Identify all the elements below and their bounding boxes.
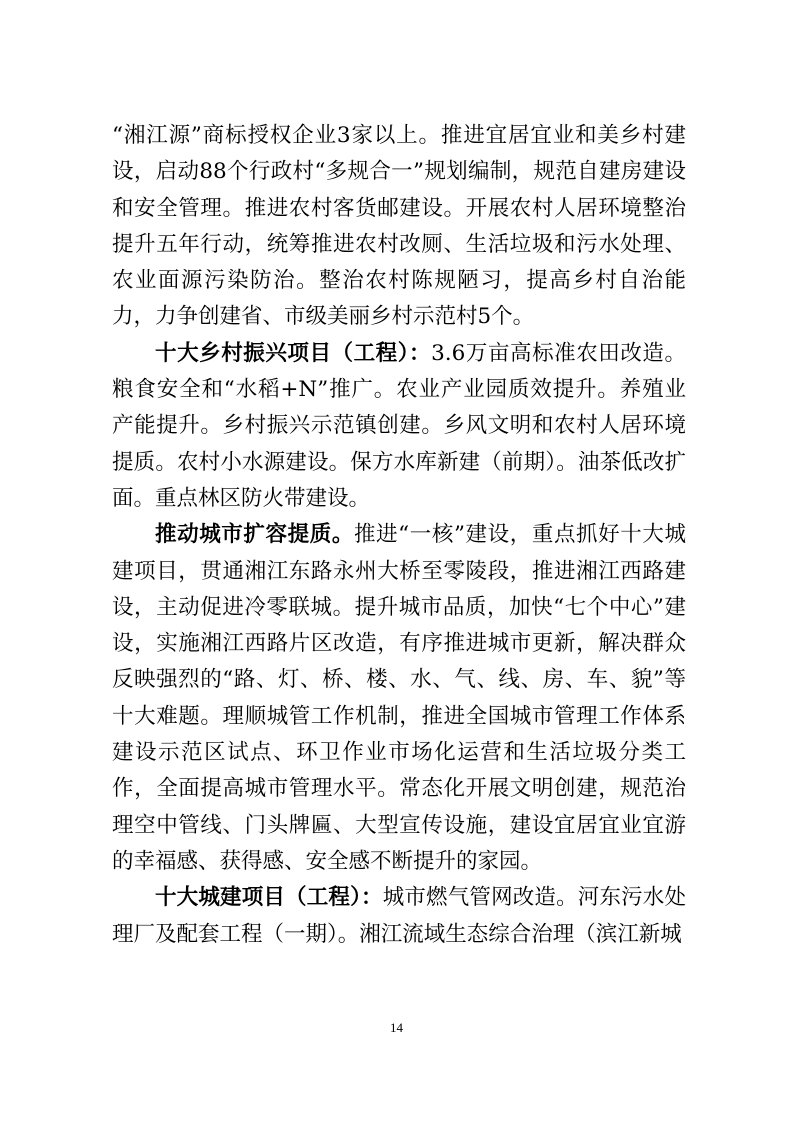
document-body xyxy=(112,118,686,953)
page-number: 14 xyxy=(390,1020,403,1035)
paragraph-heading: 推动城市扩容提质。 xyxy=(155,522,354,548)
paragraph-body: 推进“一核”建设，重点抓好十大城建项目，贯通湘江东路永州大桥至零陵段，推进湘江西路建设，主动促进冷零联城。提升城市品质，加快“七个中心”建设，实施湘江西路片区改造，有序推进城市更新，解决群众反映强烈的“路、灯、桥、楼、水、气、线、房、车、貌”等十大难题。理顺城管工作机制，推进全国城市管理工作体系建设示范区试点、环卫作业市场化运营和生活垃圾分类工作，全面提高城市管理水平。常态化开展文明创建，规范治理空中管线、门头牌匾、大型宣传设施，建设宜居宜业宜游的幸福感、获得感、安全感不断提升的家园。 xyxy=(112,522,686,874)
paragraph-heading: 十大城建项目（工程）： xyxy=(155,885,383,911)
paragraph-body: 城市燃气管网改造。河东污水处理厂及配套工程（一期）。湘江流域生态综合治理（滨江新城 xyxy=(112,885,686,947)
paragraph-body: 3.6万亩高标准农田改造。粮食安全和“水稻+N”推广。农业产业园质效提升。养殖业产能提升。乡村振兴示范镇创建。乡风文明和农村人居环境提质。农村小水源建设。保方水库新建（前期）。油茶低改扩面。重点林区防火带建设。 xyxy=(112,340,686,511)
paragraph-urban-projects xyxy=(112,880,686,953)
paragraph-body: “湘江源”商标授权企业3家以上。推进宜居宜业和美乡村建设，启动88个行政村“多规合一”规划编制，规范自建房建设和安全管理。推进农村客货邮建设。开展农村人居环境整治提升五年行动，统筹推进农村改厕、生活垃圾和污水处理、农业面源污染防治。整治农村陈规陋习，提高乡村自治能力，力争创建省、市级美丽乡村示范村5个。 xyxy=(112,123,686,330)
paragraph-rural-construction xyxy=(112,118,686,336)
paragraph-heading: 十大乡村振兴项目（工程）： xyxy=(155,340,432,366)
paragraph-urban-expansion xyxy=(112,517,686,880)
paragraph-rural-projects xyxy=(112,336,686,517)
